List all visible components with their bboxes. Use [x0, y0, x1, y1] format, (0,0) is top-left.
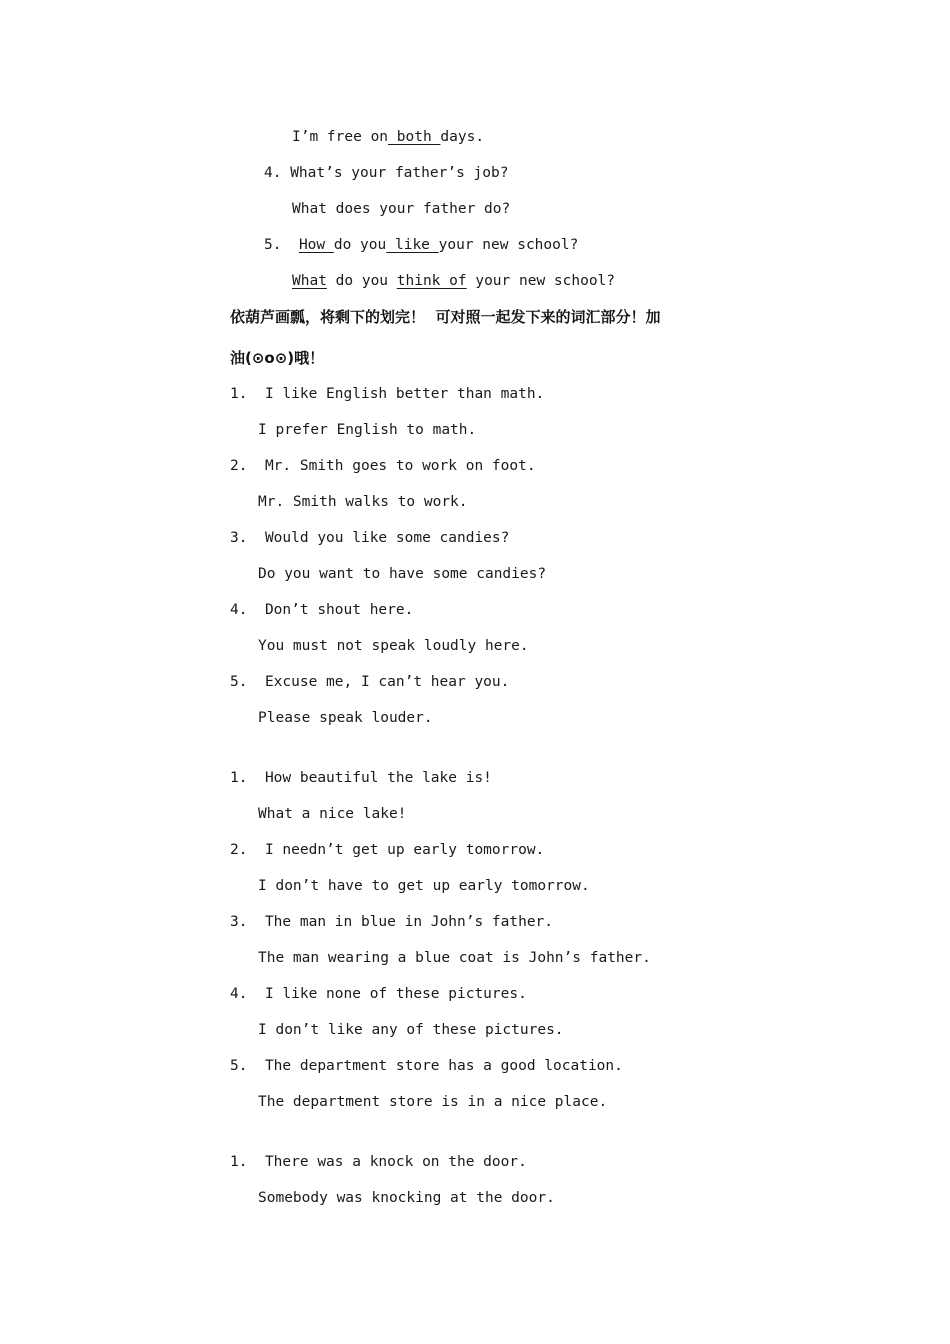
- item-number: 5.: [264, 237, 282, 253]
- list-item-rewrite: Do you want to have some candies?: [258, 566, 547, 582]
- list-item: 2. I needn’t get up early tomorrow.: [230, 842, 545, 858]
- list-item: 4. I like none of these pictures.: [230, 986, 527, 1002]
- list-item: 3. Would you like some candies?: [230, 530, 510, 546]
- list-item: 3. The man in blue in John’s father.: [230, 914, 554, 930]
- instruction-line-2: 油(⊙o⊙)哦！: [230, 349, 325, 367]
- sentence-line: I’m free on both days.: [292, 129, 485, 145]
- list-item-rewrite: What a nice lake!: [258, 806, 407, 822]
- list-item: 1. How beautiful the lake is!: [230, 770, 492, 786]
- list-item: 5. Excuse me, I can’t hear you.: [230, 674, 510, 690]
- sentence-line: What do you think of your new school?: [292, 273, 616, 289]
- sentence-line: 4. What’s your father’s job?: [264, 165, 509, 181]
- list-item-rewrite: I don’t like any of these pictures.: [258, 1022, 564, 1038]
- list-item-rewrite: Please speak louder.: [258, 710, 433, 726]
- list-item-rewrite: Somebody was knocking at the door.: [258, 1190, 555, 1206]
- sentence-line: 5. How do you like your new school?: [264, 237, 579, 253]
- list-item-rewrite: Mr. Smith walks to work.: [258, 494, 468, 510]
- list-item: 1. There was a knock on the door.: [230, 1154, 527, 1170]
- list-item-rewrite: I don’t have to get up early tomorrow.: [258, 878, 590, 894]
- list-item-rewrite: You must not speak loudly here.: [258, 638, 529, 654]
- list-item: 5. The department store has a good location.: [230, 1058, 623, 1074]
- list-item: 4. Don’t shout here.: [230, 602, 414, 618]
- underlined-phrase: like: [386, 237, 439, 253]
- underlined-phrase: think of: [396, 273, 467, 289]
- list-item-rewrite: The department store is in a nice place.: [258, 1094, 608, 1110]
- underlined-phrase: How: [298, 237, 334, 253]
- list-item-rewrite: The man wearing a blue coat is John’s father.: [258, 950, 651, 966]
- item-number: 4.: [264, 165, 282, 181]
- list-item-rewrite: I prefer English to math.: [258, 422, 477, 438]
- underlined-phrase: What: [292, 273, 327, 289]
- underlined-phrase: both: [388, 129, 441, 145]
- sentence-line: What does your father do?: [292, 201, 511, 217]
- instruction-line-1: 依葫芦画瓢，将剩下的划完！ 可对照一起发下来的词汇部分！加: [230, 308, 661, 326]
- list-item: 1. I like English better than math.: [230, 386, 545, 402]
- list-item: 2. Mr. Smith goes to work on foot.: [230, 458, 536, 474]
